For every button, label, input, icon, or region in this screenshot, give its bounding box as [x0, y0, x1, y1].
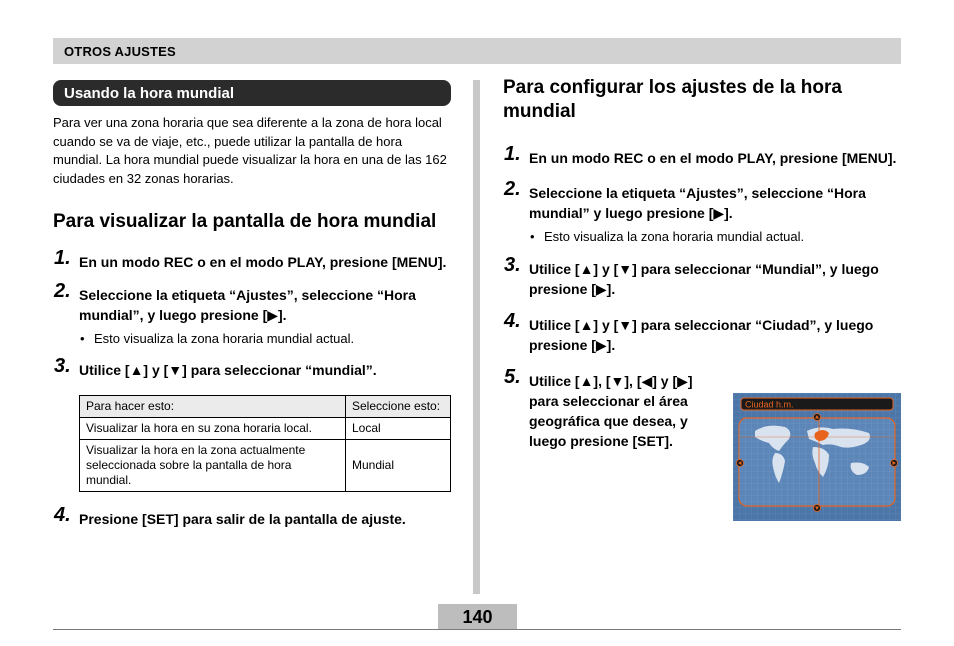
step-text: Utilice [▲] y [▼] para seleccionar “mundial”. — [79, 362, 377, 378]
table-cell: Mundial — [346, 440, 451, 492]
page-number: 140 — [438, 604, 517, 629]
left-step-4 — [53, 504, 451, 529]
bullet-icon: • — [530, 229, 535, 244]
step-text: En un modo REC o en el modo PLAY, presione [MENU]. — [79, 254, 447, 270]
step-number: 5. — [504, 366, 521, 388]
world-time-screen — [733, 393, 901, 521]
table-cell: Visualizar la hora en su zona horaria local. — [80, 418, 346, 440]
step-number: 2. — [504, 178, 521, 200]
step-number: 3. — [54, 355, 71, 377]
table-row — [80, 440, 451, 492]
footer-rule — [53, 629, 901, 630]
step-number: 1. — [504, 143, 521, 165]
left-step-2 — [53, 280, 451, 325]
section-title: OTROS AJUSTES — [64, 44, 176, 59]
step-number: 2. — [54, 280, 71, 302]
note-text: Esto visualiza la zona horaria mundial actual. — [544, 229, 805, 244]
right-step-2 — [503, 178, 903, 223]
screen-title-text: Ciudad h.m. — [745, 399, 794, 410]
step-text: Utilice [▲] y [▼] para seleccionar “Ciudad”, y luego presione [▶]. — [529, 317, 874, 353]
left-step-3 — [53, 355, 451, 380]
step-number: 4. — [54, 504, 71, 526]
step-text: En un modo REC o en el modo PLAY, presione [MENU]. — [529, 150, 897, 166]
step-number: 1. — [54, 247, 71, 269]
left-step-1 — [53, 247, 451, 272]
right-step-4 — [503, 310, 903, 355]
step-number: 4. — [504, 310, 521, 332]
table-cell: Visualizar la hora en la zona actualmente seleccionada sobre la pantalla de hora mundial. — [80, 440, 346, 492]
step-text: Seleccione la etiqueta “Ajustes”, seleccione “Hora mundial”, y luego presione [▶]. — [79, 287, 416, 323]
right-step-2-note — [503, 228, 903, 246]
intro-paragraph: Para ver una zona horaria que sea diferente a la zona de hora local cuando se va de viaje, etc., puede utilizar la pantalla de hora mundial. La hora mundial puede visualizar la hora en una de las 162 ciudades en 32 zonas horarias. — [53, 115, 447, 186]
section-pill: Usando la hora mundial — [53, 80, 451, 106]
step-text: Seleccione la etiqueta “Ajustes”, seleccione “Hora mundial” y luego presione [▶]. — [529, 185, 866, 221]
right-step-5 — [503, 366, 721, 451]
right-step-1 — [503, 143, 903, 168]
left-heading: Para visualizar la pantalla de hora mundial — [53, 211, 437, 232]
table-cell: Local — [346, 418, 451, 440]
step-text: Presione [SET] para salir de la pantalla de ajuste. — [79, 511, 406, 527]
right-step-3 — [503, 254, 903, 299]
table-header-cell: Seleccione esto: — [346, 396, 451, 418]
column-divider — [473, 80, 480, 594]
left-column — [53, 80, 451, 529]
step-number: 3. — [504, 254, 521, 276]
bullet-icon: • — [80, 331, 85, 346]
step-text: Utilice [▲], [▼], [◀] y [▶] para seleccionar el área geográfica que desea, y luego presione [SET]. — [529, 373, 693, 449]
note-text: Esto visualiza la zona horaria mundial actual. — [94, 331, 355, 346]
left-step-2-note — [53, 330, 451, 348]
header-bar — [53, 38, 901, 64]
table-header-row — [80, 396, 451, 418]
world-map-illustration — [733, 393, 901, 521]
table-row — [80, 418, 451, 440]
options-table — [79, 395, 451, 492]
step-text: Utilice [▲] y [▼] para seleccionar “Mundial”, y luego presione [▶]. — [529, 261, 879, 297]
table-header-cell: Para hacer esto: — [80, 396, 346, 418]
right-heading: Para configurar los ajustes de la hora mundial — [503, 77, 842, 122]
